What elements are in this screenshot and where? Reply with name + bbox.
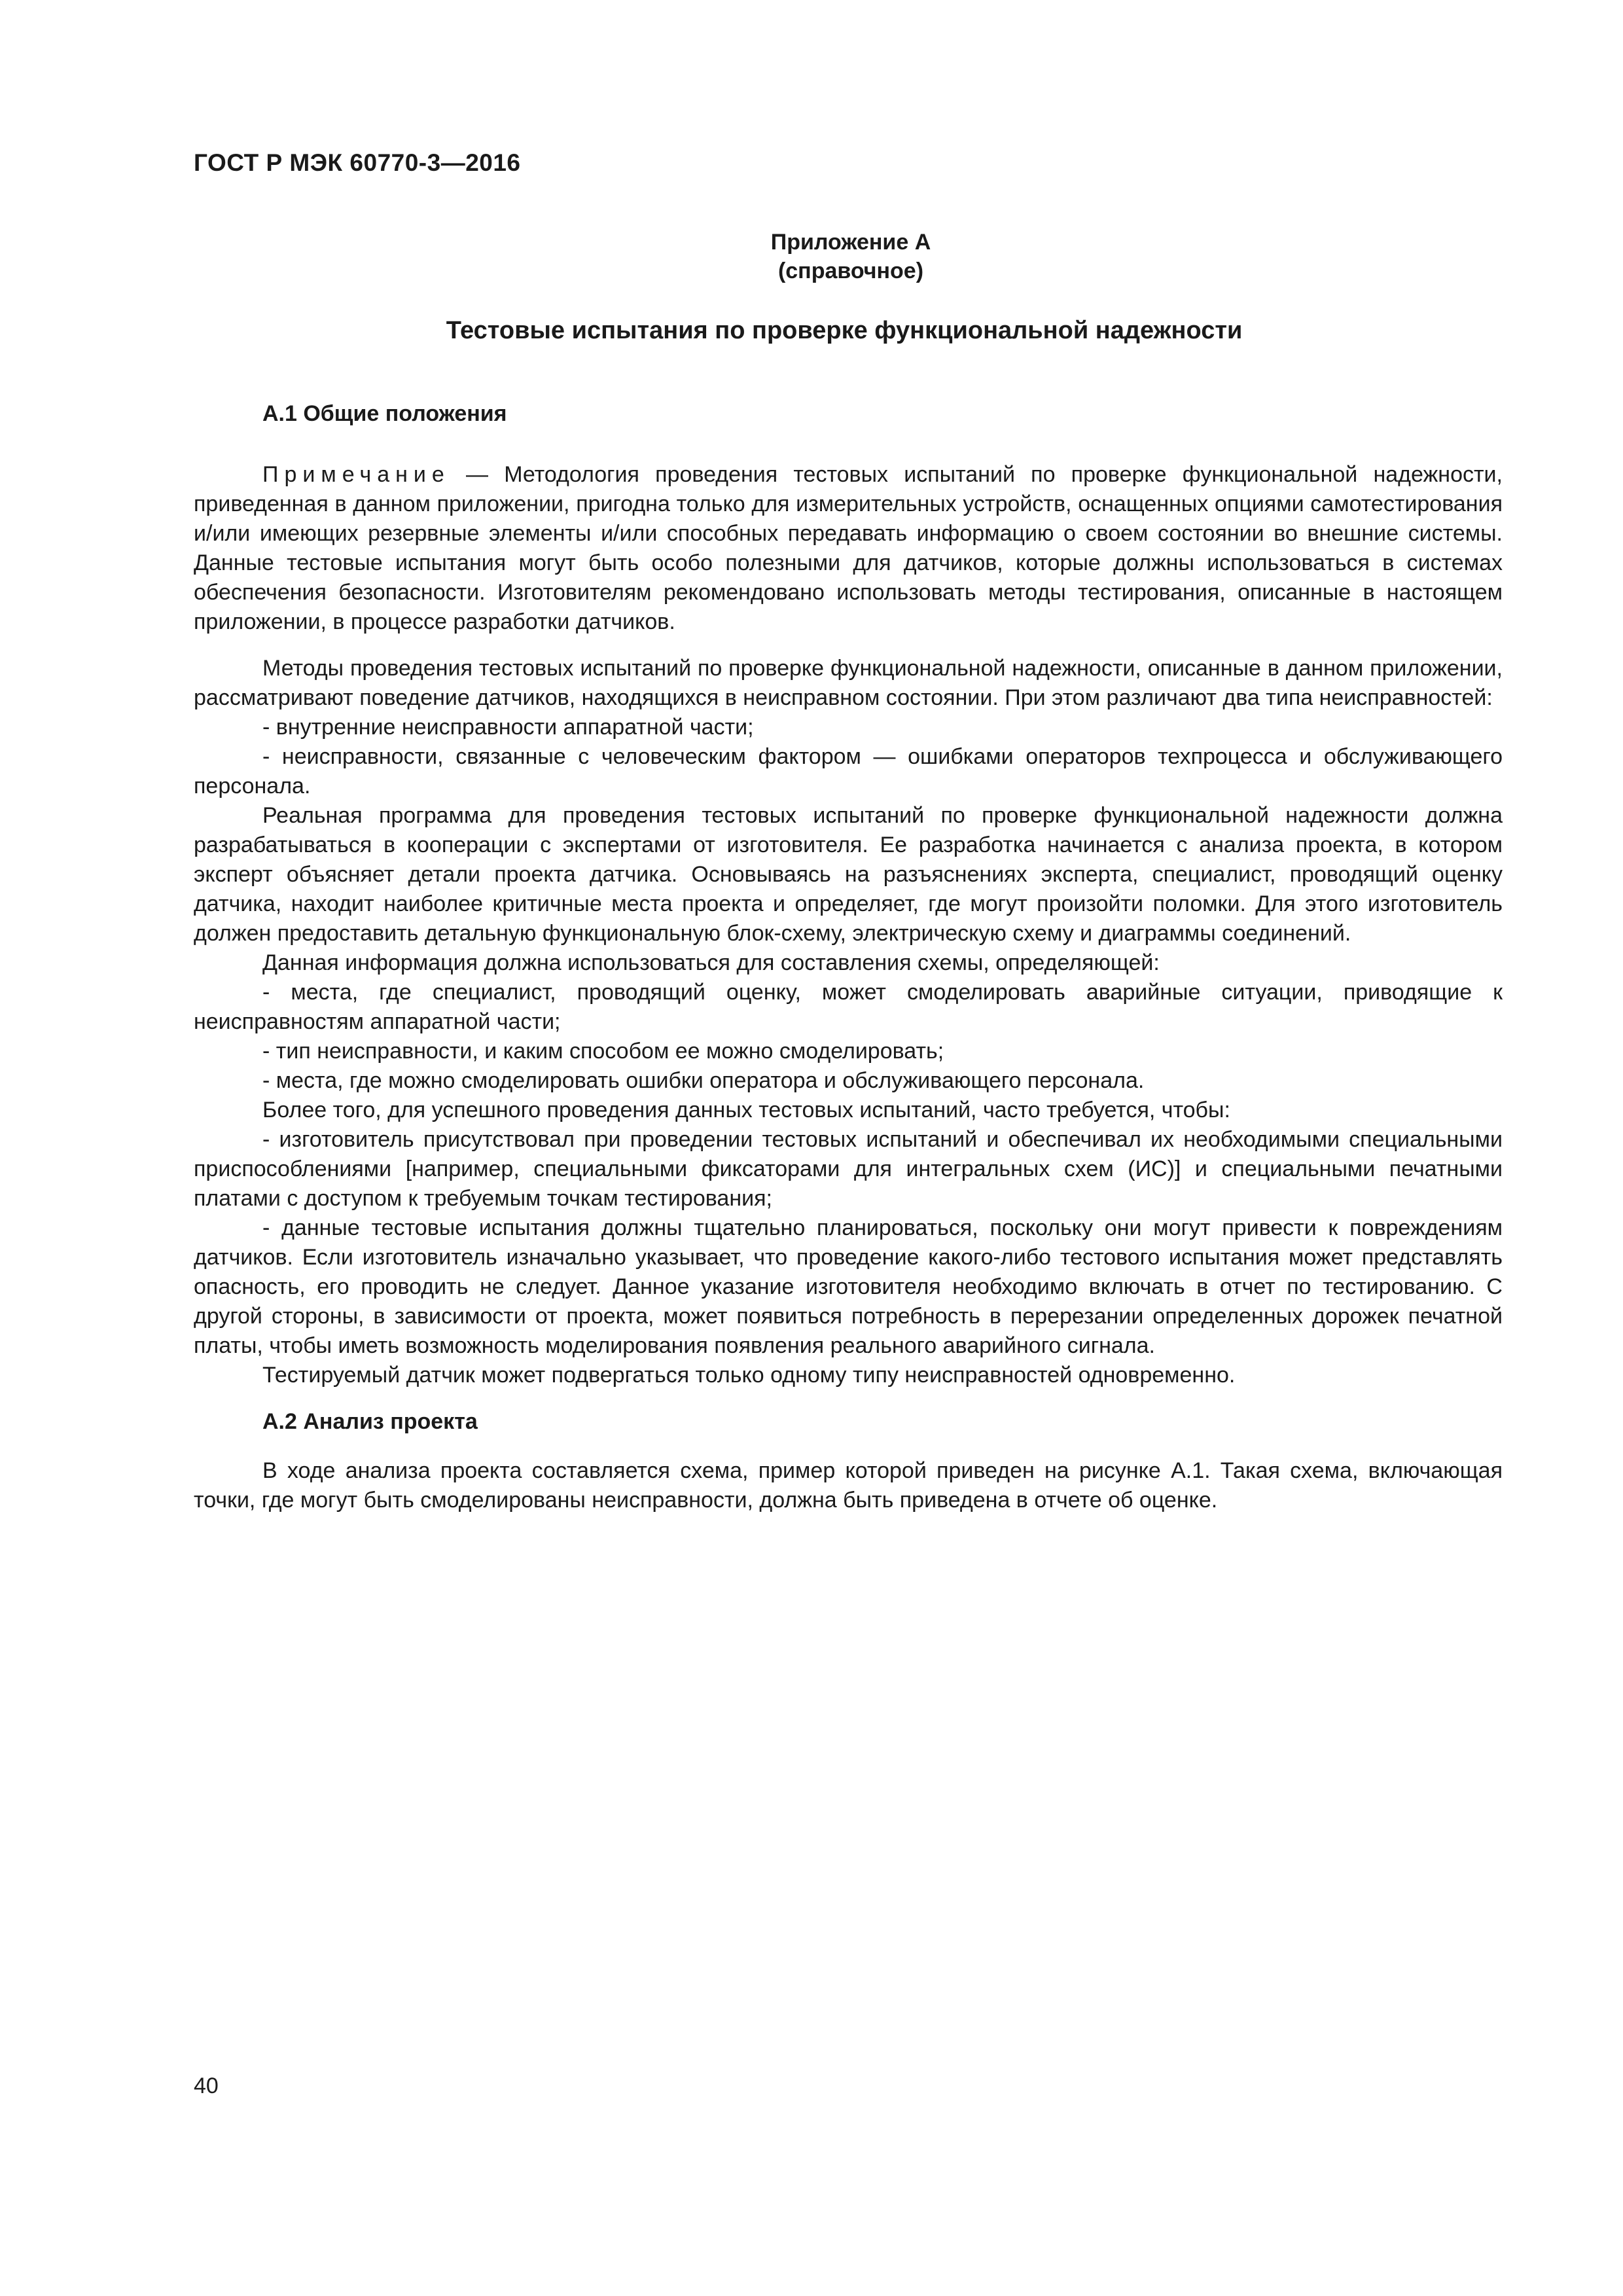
body-paragraph: Тестируемый датчик может подвергаться только одному типу неисправностей одновременно. xyxy=(262,1363,1236,1388)
section-heading-a1: А.1 Общие положения xyxy=(262,401,507,426)
list-item: - данные тестовые испытания должны тщательно планироваться, поскольку они могут привести к повреждениям датчиков. Если изготовитель изначально указывает, что проведение какого-либо тестового испытания может представлять опасность, его проводить не следует. Данное указание изготовителя необходимо включать в отчет по тестированию. С другой стороны, в зависимости от проекта, может появиться потребность в перерезании определенных дорожек печатной платы, чтобы иметь возможность моделирования появления реального аварийного сигнала. xyxy=(194,1215,1503,1358)
list-item: - неисправности, связанные с человеческим фактором — ошибками операторов техпроцесса и обслуживающего персонала. xyxy=(194,744,1503,798)
list-item: - места, где специалист, проводящий оценку, может смоделировать аварийные ситуации, приводящие к неисправностям аппаратной части; xyxy=(194,980,1503,1034)
section-heading-a2: А.2 Анализ проекта xyxy=(262,1409,478,1434)
list-item: - места, где можно смоделировать ошибки оператора и обслуживающего персонала. xyxy=(262,1068,1145,1093)
list-item: - изготовитель присутствовал при проведении тестовых испытаний и обеспечивал их необходимыми специальными приспособлениями [например, специальными фиксаторами для интегральных схем (ИС)] и специальными печатными платами с доступом к требуемым точкам тестирования; xyxy=(194,1127,1503,1211)
note-text: — Методология проведения тестовых испытаний по проверке функциональной надежности, приведенная в данном приложении, пригодна только для измерительных устройств, оснащенных опциями самотестирования и/или имеющих резервные элементы и/или способных передавать информацию о своем состоянии во внешние системы. Данные тестовые испытания могут быть особо полезными для датчиков, которые должны использоваться в системах обеспечения безопасности. Изготовителям рекомендовано использовать методы тестирования, описанные в настоящем приложении, в процессе разработки датчиков. xyxy=(194,462,1503,634)
standard-code-header: ГОСТ Р МЭК 60770-3—2016 xyxy=(194,149,521,176)
document-body xyxy=(194,399,1503,1515)
note-label: Примечание xyxy=(262,462,450,487)
appendix-title: Приложение А xyxy=(770,230,931,255)
note-paragraph xyxy=(194,460,1503,637)
body-paragraph: Реальная программа для проведения тестовых испытаний по проверке функциональной надежности должна разрабатываться в кооперации с экспертами от изготовителя. Ее разработка начинается с анализа проекта, в котором эксперт объясняет детали проекта датчика. Основываясь на разъяснениях эксперта, специалист, проводящий оценку датчика, находит наиболее критичные места проекта и определяет, где могут произойти поломки. Для этого изготовитель должен предоставить детальную функциональную блок-схему, электрическую схему и диаграммы соединений. xyxy=(194,803,1503,946)
body-paragraph: Более того, для успешного проведения данных тестовых испытаний, часто требуется, чтобы: xyxy=(262,1098,1230,1122)
page-number: 40 xyxy=(194,2073,219,2098)
list-item: - внутренние неисправности аппаратной части; xyxy=(262,715,754,740)
list-item: - тип неисправности, и каким способом ее можно смоделировать; xyxy=(262,1039,944,1064)
body-paragraph: Данная информация должна использоваться для составления схемы, определяющей: xyxy=(262,950,1160,975)
body-paragraph: Методы проведения тестовых испытаний по проверке функциональной надежности, описанные в данном приложении, рассматривают поведение датчиков, находящихся в неисправном состоянии. При этом различают два типа неисправностей: xyxy=(194,656,1503,710)
body-paragraph: В ходе анализа проекта составляется схема, пример которой приведен на рисунке А.1. Такая схема, включающая точки, где могут быть смоделированы неисправности, должна быть приведена в отчете об оценке. xyxy=(194,1458,1503,1513)
appendix-subtitle: (справочное) xyxy=(777,259,924,283)
document-title: Тестовые испытания по проверке функциональной надежности xyxy=(446,317,1243,344)
